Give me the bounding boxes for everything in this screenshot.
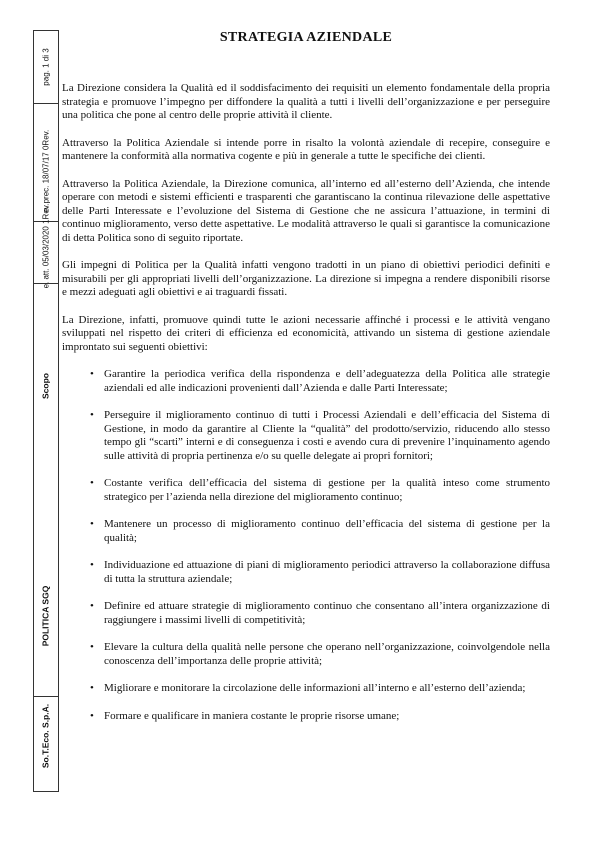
document-title: STRATEGIA AZIENDALE: [219, 30, 393, 45]
list-item: • Migliorare e monitorare la circolazione delle informazioni all’interno e all’esterno dell’azienda;: [90, 682, 526, 694]
list-item: • Mantenere un processo di miglioramento continuo dell’efficacia del sistema di gestione per la qualità;: [90, 518, 550, 544]
list-item: • Elevare la cultura della qualità nelle persone che operano nell’organizzazione, coinvolgendole nella conoscenza dell’importanza delle proprie attività;: [90, 641, 550, 667]
objectives-list: [62, 368, 550, 723]
paragraph: Attraverso la Politica Aziendale, la Direzione comunica, all’interno ed all’esterno dell’Azienda, che intende operare con metodi e sistemi efficienti e trasparenti che garantiscano la continua rilevazione delle aspettative delle Parti Interessate e l’evoluzione del Sistema di Gestione che ne assicura l’attuazione, in termini di continuo miglioramento, verso dette aspettative. Le modalità attraverso le quali si garantisce la comunicazione di detta Politica sono di seguito riportate.: [62, 177, 550, 244]
paragraph: La Direzione considera la Qualità ed il soddisfacimento dei requisiti un elemento fondamentale della propria strategia e promuove l’impegno per diffondere la qualità a tutti i livelli dell’organizzazione e per perseguire una politica che pone al centro delle proprie attività il cliente.: [62, 82, 550, 121]
list-item: • Definire ed attuare strategie di miglioramento continuo che consentano all’intera organizzazione di raggiungere i massimi livelli di competitività;: [90, 600, 550, 626]
sidebar-divider: [34, 103, 58, 104]
bullet-icon: •: [90, 641, 94, 653]
company-name: So.T.Eco. S.p.A.: [40, 703, 51, 769]
bullet-icon: •: [90, 409, 94, 421]
document-body: [62, 30, 550, 737]
list-item: • Individuazione ed attuazione di piani di miglioramento periodici attraverso la collaborazione diffusa di tutta la struttura aziendale;: [90, 559, 550, 585]
bullet-icon: •: [90, 709, 94, 722]
bullet-icon: •: [90, 600, 94, 612]
bullet-icon: •: [90, 518, 94, 530]
document-sidebar: [33, 30, 59, 792]
list-item: • Costante verifica dell’efficacia del sistema di gestione per la qualità inteso come strumento strategico per l’azienda nella direzione del miglioramento continuo;: [90, 477, 550, 503]
bullet-icon: •: [90, 559, 94, 571]
sidebar-divider: [34, 283, 58, 284]
list-item: • Garantire la periodica verifica della rispondenza e dell’adeguatezza della Politica alle strategie aziendali ed alle indicazioni provenienti dall’Azienda e dalle Parti Interessate;: [90, 368, 550, 394]
list-item: • Formare e qualificare in maniera costante le proprie risorse umane;: [90, 709, 400, 722]
bullet-icon: •: [90, 477, 94, 489]
document-type: POLITICA SGQ: [40, 585, 51, 647]
scope-label: Scopo: [40, 373, 51, 399]
list-item: • Perseguire il miglioramento continuo di tutti i Processi Aziendali e dell’efficacia del Sistema di Gestione, in modo da garantire al Cliente la “qualità” del prodotto/servizio, riducendo allo stesso tempo gli “scarti” interni e di conseguenza i costi e avendo cura di prevenire l’inquinamento agendo sulle attività di propria pertinenza e/o su quelle delegate ai propri fornitori;: [90, 409, 550, 462]
bullet-icon: •: [90, 368, 94, 380]
page-number: pag. 1 di 3: [41, 48, 51, 86]
current-edition: e. att. 05/03/2020 1Rev.: [41, 203, 51, 289]
paragraph: Attraverso la Politica Aziendale si intende porre in risalto la volontà aziendale di recepire, conseguire e mantenere la conformità alla normativa cogente e più in generale a tutte le specifiche dei clienti.: [62, 136, 550, 162]
paragraph: Gli impegni di Politica per la Qualità infatti vengono tradotti in un piano di obiettivi periodici definiti e misurabili per gli appropriati livelli dell’organizzazione. La direzione si impegna a rendere disponibili risorse e mezzi adeguati agli obiettivi e ai traguardi fissati.: [62, 259, 550, 298]
paragraph: La Direzione, infatti, promuove quindi tutte le azioni necessarie affinché i processi e le attività vengano sviluppati nel rispetto dei criteri di efficienza ed economicità, attivando un sistema di gestione aziendale improntato sui seguenti obiettivi:: [62, 313, 550, 353]
intro-section: [62, 82, 550, 354]
previous-edition: e. prec. 18/07/17 0Rev.: [41, 129, 51, 213]
sidebar-divider: [34, 696, 58, 697]
bullet-icon: •: [90, 682, 94, 694]
